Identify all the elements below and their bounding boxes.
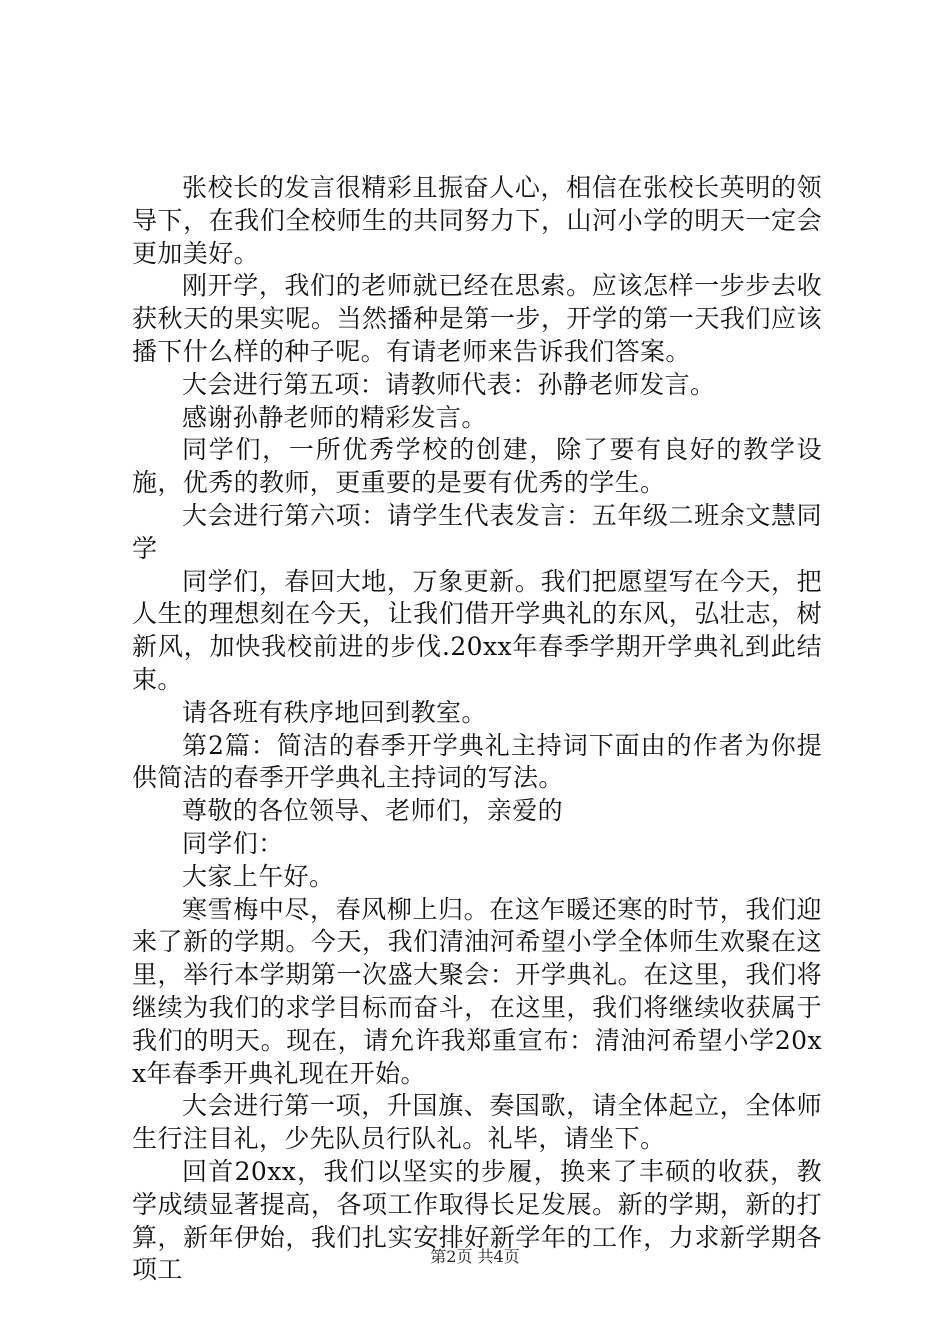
paragraph: 寒雪梅中尽，春风柳上归。在这乍暖还寒的时节，我们迎来了新的学期。今天，我们清油河希望小学全体师生欢聚在这里，举行本学期第一次盛大聚会：开学典礼。在这里，我们将继续为我们的求学目标而奋斗，在这里，我们将继续收获属于我们的明天。现在，请允许我郑重宣布：清油河希望小学20xx年春季开典礼现在开始。 <box>132 894 822 1088</box>
paragraph: 同学们： <box>182 828 284 858</box>
paragraph: 同学们，一所优秀学校的创建，除了要有良好的教学设施，优秀的教师，更重要的是要有优秀的学生。 <box>132 435 822 498</box>
paragraph: 第2篇：简洁的春季开学典礼主持词下面由的作者为你提供简洁的春季开学典礼主持词的写法。 <box>132 730 822 793</box>
page-footer: 第2页 共4页 <box>430 1247 520 1266</box>
paragraph: 尊敬的各位领导、老师们，亲爱的 <box>182 796 564 826</box>
paragraph: 刚开学，我们的老师就已经在思索。应该怎样一步步去收获秋天的果实呢。当然播种是第一步，开学的第一天我们应该播下什么样的种子呢。有请老师来告诉我们答案。 <box>132 271 822 366</box>
paragraph: 大会进行第一项，升国旗、奏国歌，请全体起立，全体师生行注目礼，少先队员行队礼。礼毕，请坐下。 <box>132 1091 822 1154</box>
paragraph: 大会进行第六项：请学生代表发言：五年级二班余文慧同学 <box>132 500 822 563</box>
paragraph: 请各班有秩序地回到教室。 <box>182 697 487 727</box>
paragraph: 大会进行第五项：请教师代表：孙静老师发言。 <box>182 369 716 399</box>
paragraph: 大家上午好。 <box>182 861 335 891</box>
paragraph: 同学们，春回大地，万象更新。我们把愿望写在今天，把人生的理想刻在今天，让我们借开学典礼的东风，弘壮志，树新风，加快我校前进的步伐.20xx年春季学期开学典礼到此结束。 <box>132 566 822 694</box>
document-body <box>132 172 822 1287</box>
paragraph: 回首20xx，我们以坚实的步履，换来了丰硕的收获，教学成绩显著提高，各项工作取得长足发展。新的学期，新的打算，新年伊始，我们扎实安排好新学年的工作，力求新学期各项工 <box>132 1156 822 1285</box>
paragraph: 张校长的发言很精彩且振奋人心，相信在张校长英明的领导下，在我们全校师生的共同努力下，山河小学的明天一定会更加美好。 <box>132 173 822 268</box>
paragraph: 感谢孙静老师的精彩发言。 <box>182 402 487 432</box>
